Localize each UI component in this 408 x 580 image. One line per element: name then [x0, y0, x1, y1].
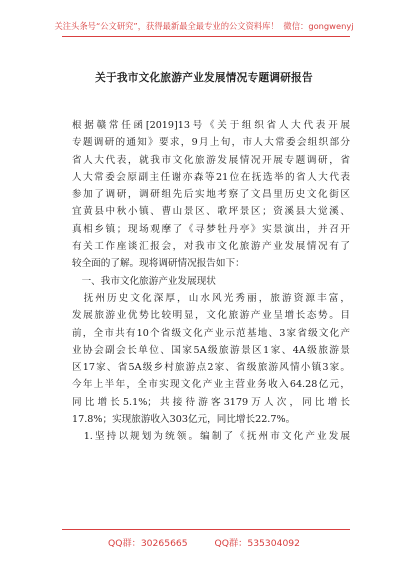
footer-banner	[0, 535, 408, 549]
body-line: 区17家、省5A级乡村旅游点2家、省级旅游风情小镇3家。	[72, 362, 350, 374]
document-body	[72, 117, 350, 446]
body-line: 同比增长5.1%；共接待游客3179万人次，同比增长	[72, 396, 350, 408]
body-line: 较全面的了解。现将调研情况报告如下：	[72, 258, 245, 270]
header-promo-text: 关注头条号“公文研究”，获得最新最全最专业的公文资料库！	[54, 21, 279, 31]
body-line: 省人大代表，就我市文化旅游发展情况开展专题调研，省	[72, 154, 350, 166]
header-banner	[0, 20, 408, 32]
body-line: 发展旅游业优势比较明显，文化旅游产业呈增长态势。目	[72, 310, 350, 322]
body-line: 1.坚持以规划为统领。编制了《抚州市文化产业发展	[72, 431, 350, 443]
header-divider	[62, 36, 350, 37]
document-title: 关于我市文化旅游产业发展情况专题调研报告	[95, 72, 313, 84]
body-line: 前，全市共有10个省级文化产业示范基地、3家省级文化产	[72, 327, 350, 339]
body-line: 参加了调研，调研组先后实地考察了文昌里历史文化街区	[72, 189, 350, 201]
body-line: 抚州历史文化深厚，山水风光秀丽，旅游资源丰富，	[72, 292, 350, 304]
body-line: 真相乡镇；现场观摩了《寻梦牡丹亭》实景演出，并召开	[72, 223, 350, 235]
body-line: 根据赣常任函[2019]13号《关于组织省人大代表开展	[72, 120, 350, 131]
footer-qq-group-2: QQ群：535304092	[214, 538, 300, 549]
section-heading: 一、我市文化旅游产业发展现状	[72, 275, 216, 287]
body-line: 今年上半年，全市实现文化产业主营业务收入64.28亿元，	[72, 379, 350, 391]
header-wechat-text: 微信：gongwenyj	[283, 21, 354, 31]
footer-divider	[62, 529, 350, 530]
body-line: 业协会副会长单位、国家5A级旅游景区1家、4A级旅游景	[72, 344, 350, 356]
body-line: 专题调研的通知》要求，9月上旬，市人大常委会组织部分	[72, 137, 350, 149]
body-line: 人大常委会原副主任谢亦森等21位在抚选举的省人大代表	[72, 171, 350, 183]
footer-qq-group-1: QQ群：30265665	[108, 538, 188, 549]
body-line: 有关工作座谈汇报会，对我市文化旅游产业发展情况有了	[72, 241, 350, 253]
body-line: 宜黄县中秋小镇、曹山景区、歌坪景区；资溪县大觉溪、	[72, 206, 350, 218]
body-line: 17.8%；实现旅游收入303亿元，同比增长22.7%。	[72, 414, 296, 426]
